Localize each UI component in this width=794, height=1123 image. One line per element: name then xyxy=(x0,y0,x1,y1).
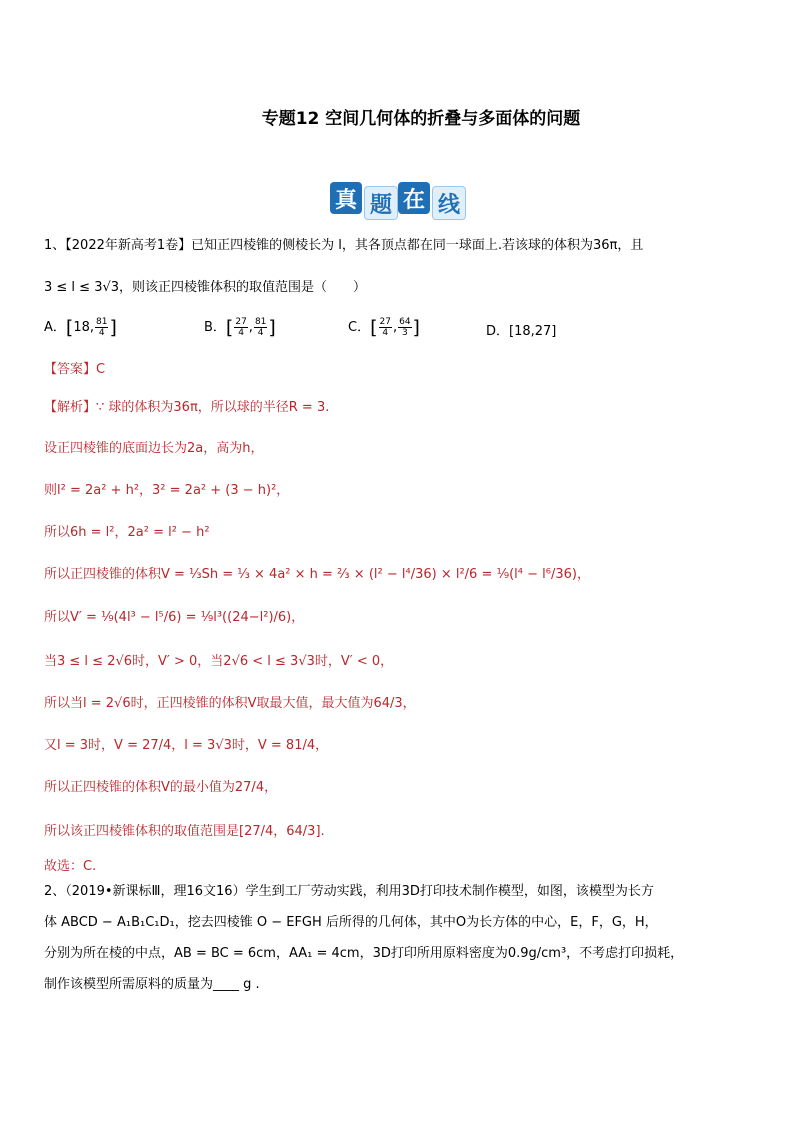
section-banner xyxy=(330,180,466,218)
q1-step-6: 当3 ≤ l ≤ 2√6时，V′ > 0，当2√6 < l ≤ 3√3时，V′ < 0， xyxy=(44,654,394,669)
q1-step-9: 所以正四棱锥的体积V的最小值为27/4， xyxy=(44,780,278,795)
option-b-label: B． xyxy=(204,320,226,335)
q1-step-1: 设正四棱锥的底面边长为2a，高为h， xyxy=(44,441,264,456)
banner-char-4: 线 xyxy=(432,186,466,220)
q1-option-a: A．[18, $\frac{81}{4}$ ] xyxy=(44,316,117,339)
q2-stem-line1: 2、（2019•新课标Ⅲ，理16文16）学生到工厂劳动实践，利用3D打印技术制作模型，如图，该模型为长方 xyxy=(44,884,654,899)
q1-step-2: 则l² = 2a² + h²，3² = 2a² + (3 − h)²， xyxy=(44,483,290,498)
q1-step-5: 所以V′ = ⅑(4l³ − l⁵/6) = ⅑l³((24−l²)/6)， xyxy=(44,610,305,625)
page-title: 专题12 空间几何体的折叠与多面体的问题 xyxy=(261,109,581,129)
q1-step-3: 所以6h = l²，2a² = l² − h² xyxy=(44,525,210,540)
q1-conclusion: 故选：C. xyxy=(44,859,97,874)
q1-analysis-head: 【解析】∵ 球的体积为36π，所以球的半径R = 3. xyxy=(44,400,330,415)
q1-answer: 【答案】C xyxy=(44,362,106,377)
q1-option-b: B．[ $\frac{27}{4}$ , $\frac{81}{4}$ ] xyxy=(204,316,276,339)
q1-step-4: 所以正四棱锥的体积V = ⅓Sh = ⅓ × 4a² × h = ⅔ × (l² − l⁴/36) × l²/6 = ⅑(l⁴ − l⁶/36)， xyxy=(44,567,590,582)
q2-stem-line3: 分别为所在棱的中点，AB = BC = 6cm，AA₁ = 4cm，3D打印所用原料密度为0.9g/cm³，不考虑打印损耗， xyxy=(44,946,684,961)
q1-stem-line2: 3 ≤ l ≤ 3√3，则该正四棱锥体积的取值范围是（ ） xyxy=(44,280,367,295)
q1-step-10: 所以该正四棱锥体积的取值范围是[27/4，64/3]. xyxy=(44,824,325,839)
banner-char-3: 在 xyxy=(398,182,430,214)
banner-char-2: 题 xyxy=(364,186,398,220)
q1-stem-line1: 1、【2022年新高考1卷】已知正四棱锥的侧棱长为 l，其各顶点都在同一球面上.若该球的体积为36π，且 xyxy=(44,238,644,253)
banner-char-1: 真 xyxy=(330,182,362,214)
q2-stem-line2: 体 ABCD − A₁B₁C₁D₁，挖去四棱锥 O − EFGH 后所得的几何体，其中O为长方体的中心，E，F，G，H， xyxy=(44,915,658,930)
option-a-label: A． xyxy=(44,320,66,335)
q1-step-7: 所以当l = 2√6时，正四棱锥的体积V取最大值，最大值为64/3， xyxy=(44,696,416,711)
q1-option-c: C．[ $\frac{27}{4}$ , $\frac{64}{3}$ ] xyxy=(348,316,420,339)
option-c-label: C． xyxy=(348,320,371,335)
q1-option-d: D．[18,27] xyxy=(486,324,557,339)
q2-stem-line4: 制作该模型所需原料的质量为____ g . xyxy=(44,977,260,992)
q1-step-8: 又l = 3时，V = 27/4，l = 3√3时，V = 81/4， xyxy=(44,738,329,753)
